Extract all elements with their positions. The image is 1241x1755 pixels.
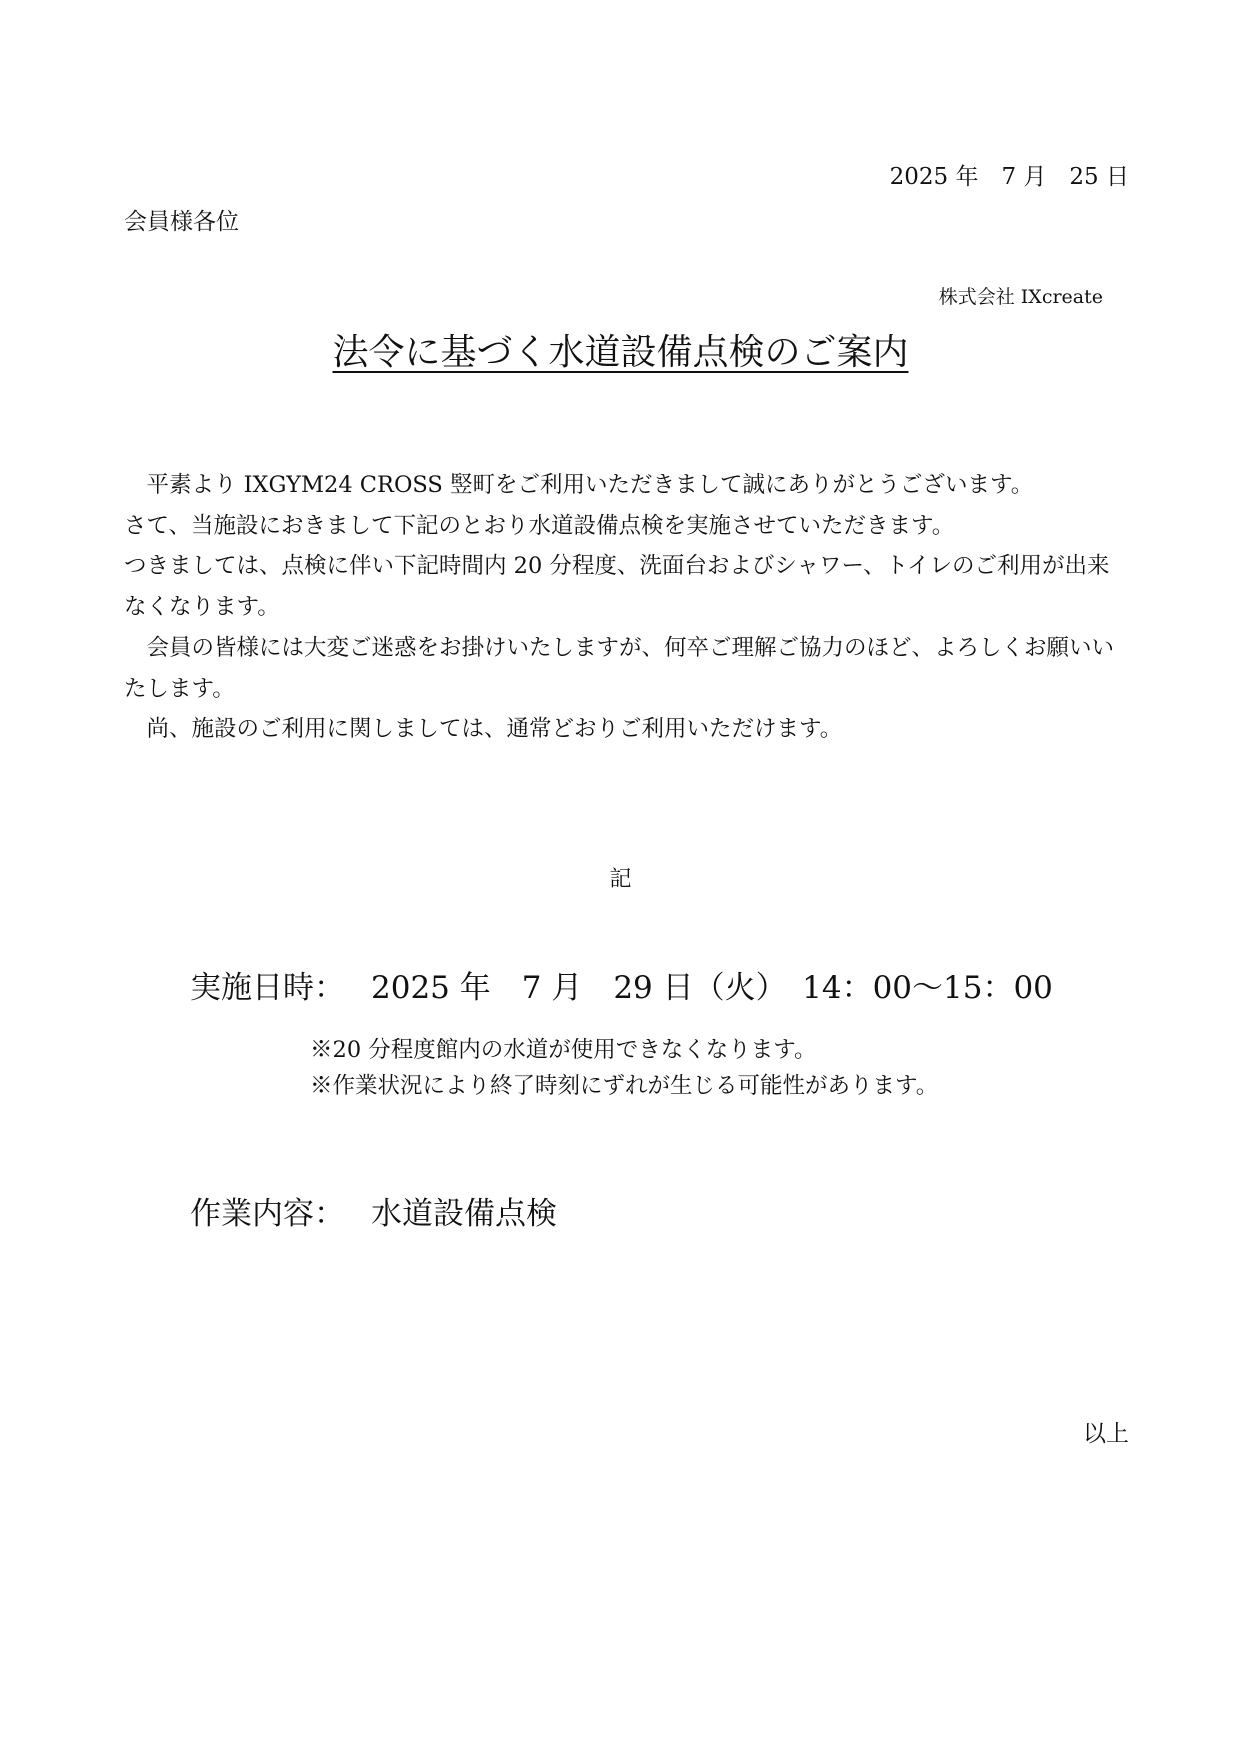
recipient: 会員様各位 [124,209,239,235]
body-paragraph: 平素より IXGYM24 CROSS 竪町をご利用いただきまして誠にありがとうございます。 [124,472,1034,498]
note-line: ※作業状況により終了時刻にずれが生じる可能性があります。 [310,1073,939,1099]
schedule-notes [310,1032,938,1104]
schedule-label: 実施日時： [190,970,345,1006]
body-paragraph: つきましては、点検に伴い下記時間内 20 分程度、洗面台およびシャワー、トイレのご利用が出来なくなります。 [124,553,1110,621]
notice-date: 2025 年 7 月 25 日 [889,164,1129,190]
body-paragraph: 尚、施設のご利用に関しましては、通常どおりご利用いただけます。 [124,716,843,743]
page-title [0,324,1241,375]
body-paragraph: 会員の皆様には大変ご迷惑をお掛けいたしますが、何卒ご理解ご協力のほど、よろしくお願いいたします。 [124,634,1115,702]
sender-company: 株式会社 IXcreate [938,286,1103,308]
schedule-value: 2025 年 7 月 29 日（火） 14：00～15：00 [371,970,1053,1006]
page-title-text: 法令に基づく水道設備点検のご案内 [332,332,909,373]
body-paragraph: さて、当施設におきまして下記のとおり水道設備点検を実施させていただきます。 [124,512,955,539]
note-line: ※20 分程度館内の水道が使用できなくなります。 [310,1037,817,1063]
work-label: 作業内容： [190,1196,345,1232]
notice-body [124,465,1119,750]
work-value: 水道設備点検 [371,1196,557,1232]
ki-heading: 記 [609,867,632,892]
schedule-row [190,962,1053,1007]
closing-text: 以上 [1083,1421,1129,1447]
work-row [190,1188,557,1233]
